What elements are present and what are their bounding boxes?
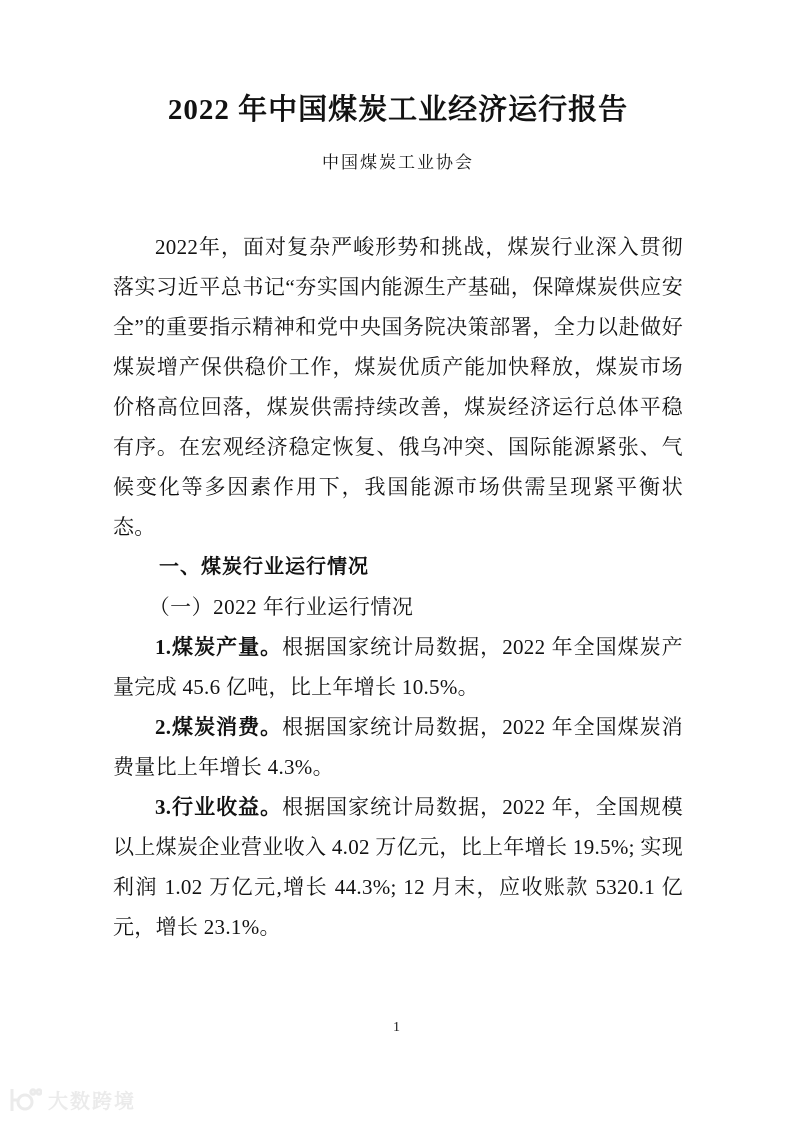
item-paragraph-industry-revenue <box>113 787 683 947</box>
document-title: 2022 年中国煤炭工业经济运行报告 <box>167 94 629 126</box>
document-subtitle: 中国煤炭工业协会 <box>322 152 474 172</box>
item-text-industry-revenue: 根据国家统计局数据，2022 年，全国规模以上煤炭企业营业收入 4.02 万亿元，比上年增长 19.5%; 实现利润 1.02 万亿元,增长 44.3%; 12 月末，应收账款 5320.1 亿元，增长 23.1%。 <box>113 794 683 939</box>
item-lead-industry-revenue: 3.行业收益。 <box>155 794 283 819</box>
item-text-coal-output: 根据国家统计局数据，2022 年全国煤炭产量完成 45.6 亿吨，比上年增长 10.5%。 <box>113 634 683 699</box>
page-number: 1 <box>393 1020 400 1035</box>
watermark-text: 大数跨境 <box>48 1091 136 1113</box>
intro-paragraph: 2022年，面对复杂严峻形势和挑战，煤炭行业深入贯彻落实习近平总书记“夯实国内能源生产基础，保障煤炭供应安全”的重要指示精神和党中央国务院决策部署，全力以赴做好煤炭增产保供稳价工作，煤炭优质产能加快释放，煤炭市场价格高位回落，煤炭供需持续改善，煤炭经济运行总体平稳有序。在宏观经济稳定恢复、俄乌冲突、国际能源紧张、气候变化等多因素作用下，我国能源市场供需呈现紧平衡状态。 <box>113 234 683 539</box>
document-body <box>113 227 683 947</box>
section-heading: 一、煤炭行业运行情况 <box>159 555 369 578</box>
item-paragraph-coal-consumption <box>113 707 683 787</box>
subsection-heading: （一）2022 年行业运行情况 <box>148 594 414 619</box>
watermark-logo-icon <box>8 1087 42 1113</box>
item-lead-coal-consumption: 2.煤炭消费。 <box>155 714 283 739</box>
item-lead-coal-output: 1.煤炭产量。 <box>155 634 283 659</box>
item-text-coal-consumption: 根据国家统计局数据，2022 年全国煤炭消费量比上年增长 4.3%。 <box>113 714 683 779</box>
item-paragraph-coal-output <box>113 627 683 707</box>
watermark <box>8 1085 136 1114</box>
